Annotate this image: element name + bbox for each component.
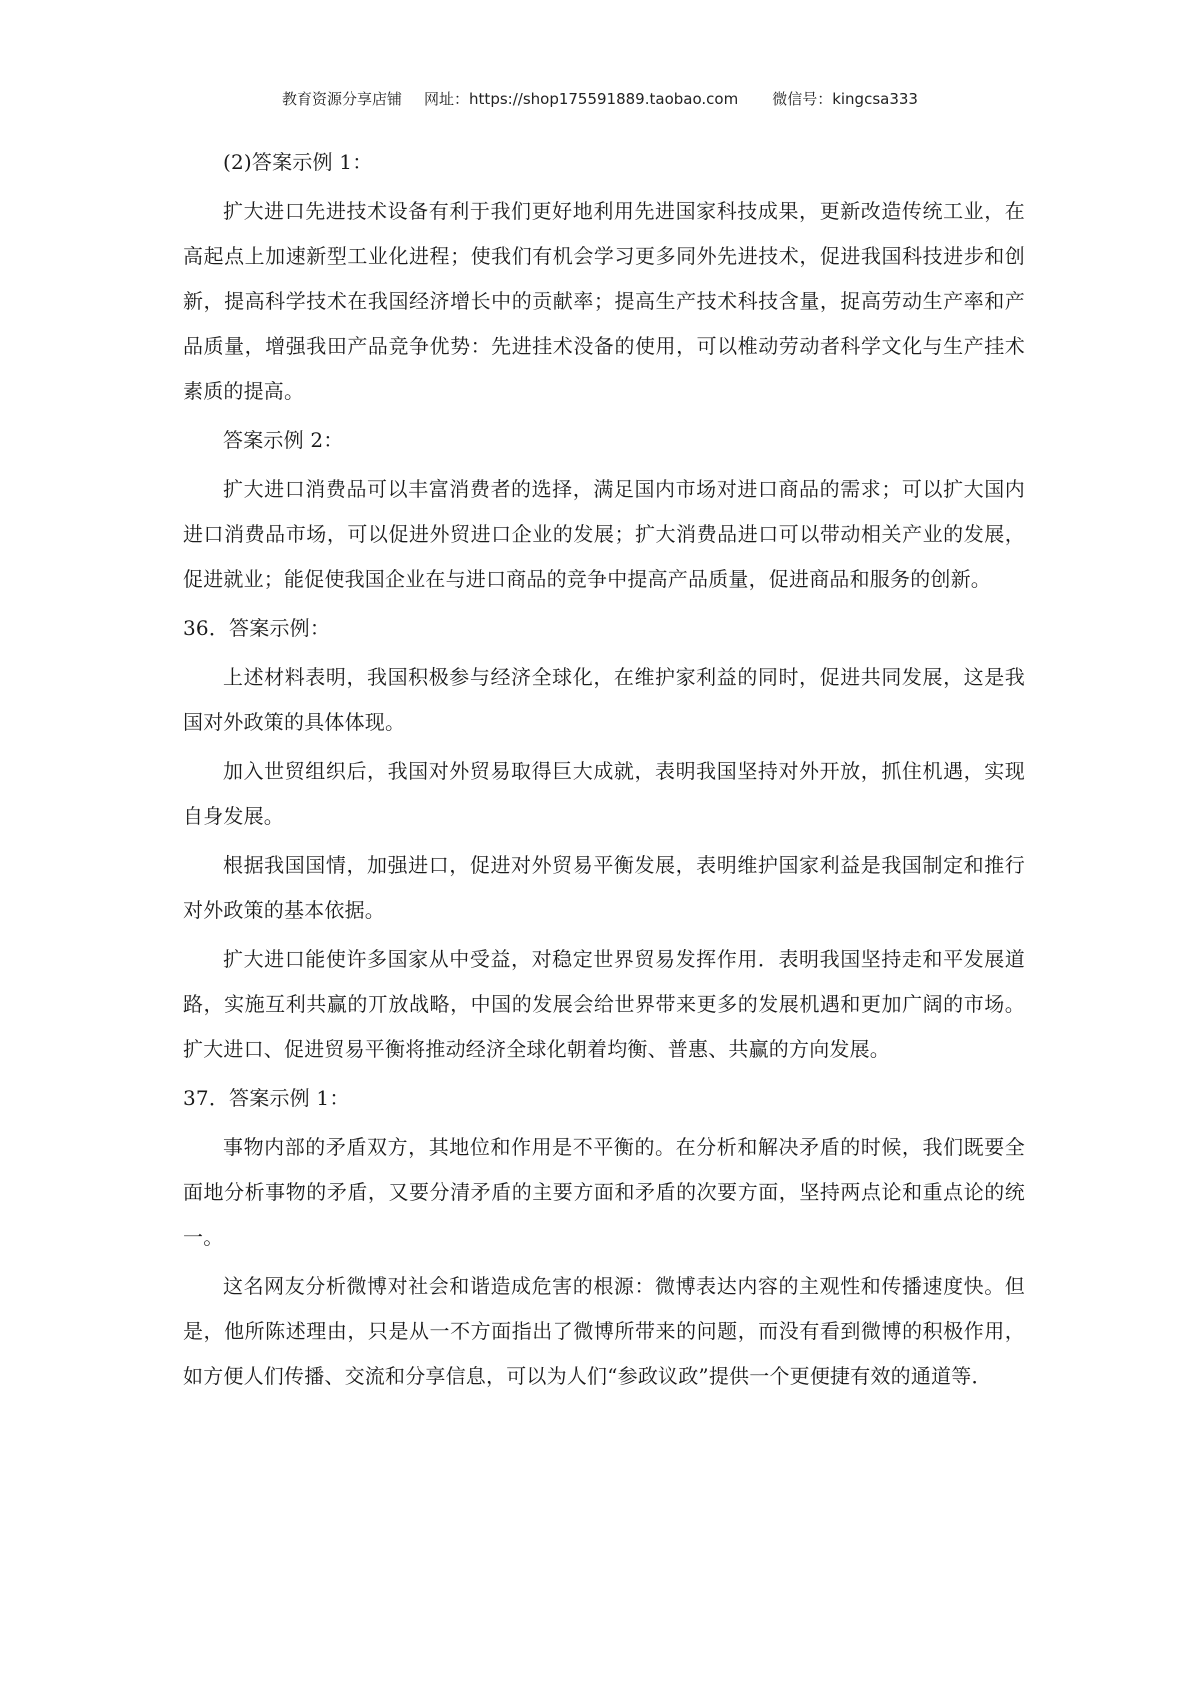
question-heading: 36．答案示例：: [183, 616, 331, 640]
paragraph: 扩大进口消费品可以丰富消费者的选择，满足国内市场对进口商品的需求；可以扩大国内进口消费品市场，可以促进外贸进口企业的发展；扩大消费品进口可以带动相关产业的发展，促进就业；能促使我国企业在与进口商品的竞争中提高产品质量，促进商品和服务的创新。: [183, 477, 1025, 591]
paragraph: 这名网友分析微博对社会和谐造成危害的根源：微博表达内容的主观性和传播速度快。但是，他所陈述理由，只是从一不方面指出了微博所带来的问题，而没有看到微博的积极作用，如方便人们传播、交流和分享信息，可以为人们“参政议政”提供一个更便捷有效的通道等．: [183, 1274, 1025, 1388]
paragraph: 根据我国国情，加强进口，促进对外贸易平衡发展，表明维护国家利益是我国制定和推行对外政策的基本依据。: [183, 853, 1025, 922]
paragraph: 答案示例 2：: [223, 428, 344, 452]
paragraph: (2)答案示例 1：: [223, 150, 373, 174]
shop-url: 网址：https://shop175591889.taobao.com: [424, 90, 739, 108]
paragraph: 事物内部的矛盾双方，其地位和作用是不平衡的。在分析和解决矛盾的时候，我们既要全面地分析事物的矛盾，又要分清矛盾的主要方面和矛盾的次要方面，坚持两点论和重点论的统一。: [183, 1135, 1025, 1249]
paragraph: 扩大进口能使许多国家从中受益，对稳定世界贸易发挥作用．表明我国坚持走和平发展道路，实施互利共赢的丌放战略，中国的发展会给世界带来更多的发展机遇和更加广阔的市场。扩大进口、促进贸易平衡将推动经济全球化朝着均衡、普惠、共赢的方向发展。: [183, 947, 1025, 1061]
paragraph: 扩大进口先进技术设备有利于我们更好地利用先进国家科技成果，更新改造传统工业，在高起点上加速新型工业化进程；使我们有机会学习更多同外先进技术，促进我国科技进步和创新，提高科学技术在我国经济增长中的贡献率；提高生产技术科技含量，捉高劳动生产率和产品质量，增强我田产品竞争优势：先进挂术没备的使用，可以椎动劳动者科学文化与生产挂术素质的提高。: [183, 199, 1025, 403]
paragraph: 上述材料表明，我国积极参与经济全球化，在维护家利益的同时，促进共同发展，这是我国对外政策的具体体现。: [183, 665, 1025, 734]
question-heading: 37．答案示例 1：: [183, 1086, 350, 1110]
document-body: [183, 140, 1025, 1403]
shop-name: 教育资源分享店铺: [282, 90, 403, 108]
page-header: [0, 88, 1200, 109]
paragraph: 加入世贸组织后，我国对外贸易取得巨大成就，表明我国坚持对外开放，抓住机遇，实现自身发展。: [183, 759, 1025, 828]
wechat-id: 微信号：kingcsa333: [772, 90, 918, 108]
